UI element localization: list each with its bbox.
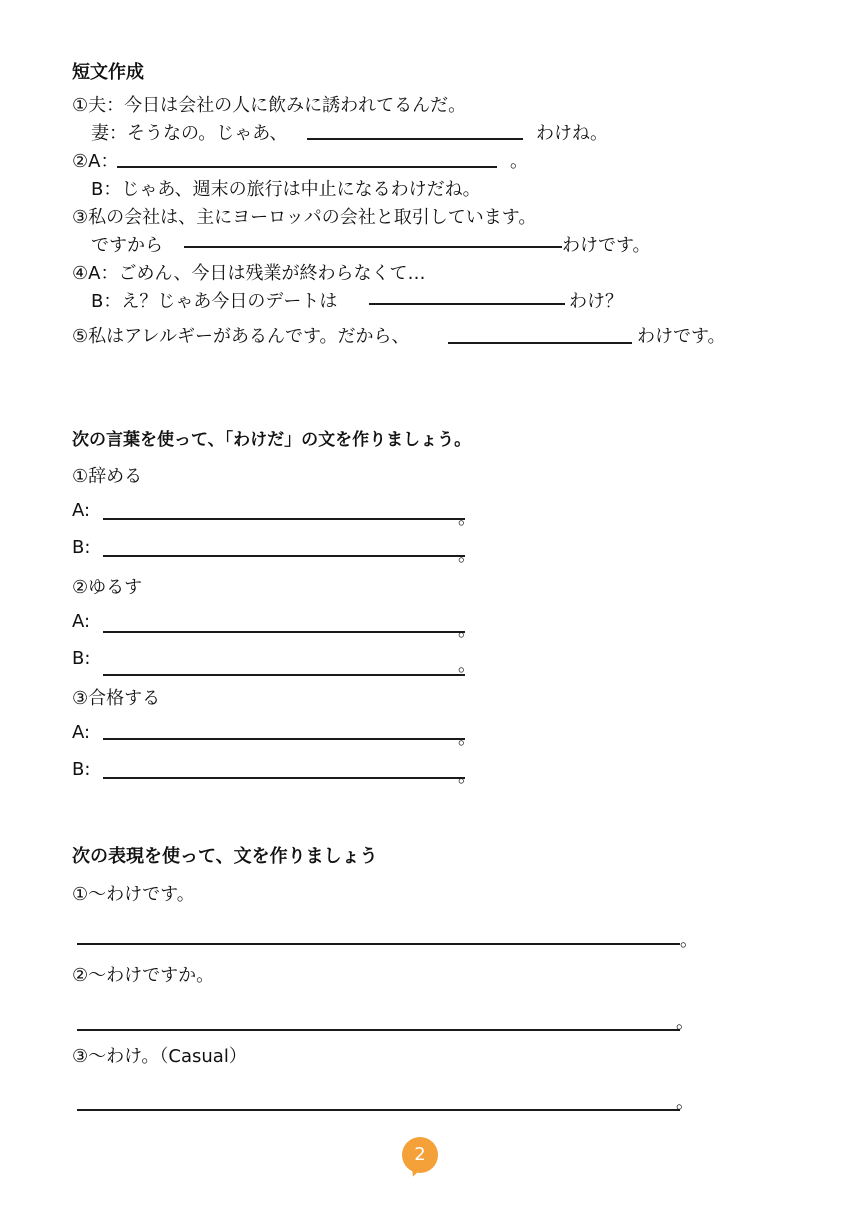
- expression3-end: 。: [676, 1092, 694, 1113]
- word2-blank-a[interactable]: [103, 631, 465, 633]
- item4-line2-pre: B：え？じゃあ今日のデートは: [91, 291, 338, 312]
- answer-blank-5[interactable]: [448, 342, 632, 344]
- expression2-end: 。: [676, 1012, 694, 1033]
- answer-blank-1[interactable]: [307, 138, 523, 140]
- item1-line2-post: わけね。: [536, 123, 608, 144]
- expression1-end: 。: [680, 930, 698, 951]
- answer-blank-2[interactable]: [117, 166, 497, 168]
- item3-line1: ③私の会社は、主にヨーロッパの会社と取引しています。: [72, 207, 537, 228]
- item2-line1-post: 。: [510, 151, 528, 172]
- word-3: ③合格する: [72, 688, 161, 709]
- word1-blank-a[interactable]: [103, 518, 465, 520]
- section3-title: 次の表現を使って、文を作りましょう: [72, 846, 378, 867]
- word1-label-b: B:: [72, 537, 91, 558]
- expression-3: ③～わけ。（Casual）: [72, 1046, 247, 1067]
- word3-end-a: 。: [458, 728, 476, 749]
- item5-line1-pre: ⑤私はアレルギーがあるんです。だから、: [72, 326, 410, 347]
- section2-title: 次の言葉を使って、「わけだ」の文を作りましょう。: [72, 430, 472, 450]
- word1-blank-b[interactable]: [103, 555, 465, 557]
- word2-label-a: A:: [72, 611, 91, 632]
- expression-1: ①～わけです。: [72, 884, 195, 905]
- word3-end-b: 。: [458, 766, 476, 787]
- expression3-blank[interactable]: [77, 1109, 680, 1111]
- expression1-blank[interactable]: [77, 943, 680, 945]
- word2-end-b: 。: [458, 655, 476, 676]
- item3-line2-post: わけです。: [562, 235, 651, 256]
- item3-line2-pre: ですから: [91, 235, 163, 256]
- item1-line2-pre: 妻：そうなの。じゃあ、: [91, 123, 288, 144]
- word2-label-b: B:: [72, 648, 91, 669]
- word-1: ①辞める: [72, 466, 143, 487]
- word1-end-b: 。: [458, 545, 476, 566]
- word3-blank-b[interactable]: [103, 777, 465, 779]
- item2-line2: B：じゃあ、週末の旅行は中止になるわけだね。: [91, 179, 481, 200]
- word1-end-a: 。: [458, 508, 476, 529]
- word1-label-a: A:: [72, 500, 91, 521]
- item4-line1: ④A：ごめん、今日は残業が終わらなくて…: [72, 263, 426, 284]
- word3-label-a: A:: [72, 722, 91, 743]
- word-2: ②ゆるす: [72, 577, 143, 598]
- word3-blank-a[interactable]: [103, 738, 465, 740]
- word3-label-b: B:: [72, 759, 91, 780]
- word2-blank-b[interactable]: [103, 674, 465, 676]
- answer-blank-4[interactable]: [369, 303, 565, 305]
- expression2-blank[interactable]: [77, 1029, 680, 1031]
- expression-2: ②～わけですか。: [72, 965, 215, 986]
- item4-line2-post: わけ？: [569, 291, 623, 312]
- word2-end-a: 。: [458, 620, 476, 641]
- section1-title: 短文作成: [72, 62, 144, 83]
- item5-line1-post: わけです。: [637, 326, 726, 347]
- page-number-badge: 2: [402, 1137, 438, 1173]
- answer-blank-3[interactable]: [184, 246, 562, 248]
- item2-line1-pre: ②A：: [72, 151, 119, 172]
- item1-line1: ①夫：今日は会社の人に飲みに誘われてるんだ。: [72, 95, 467, 116]
